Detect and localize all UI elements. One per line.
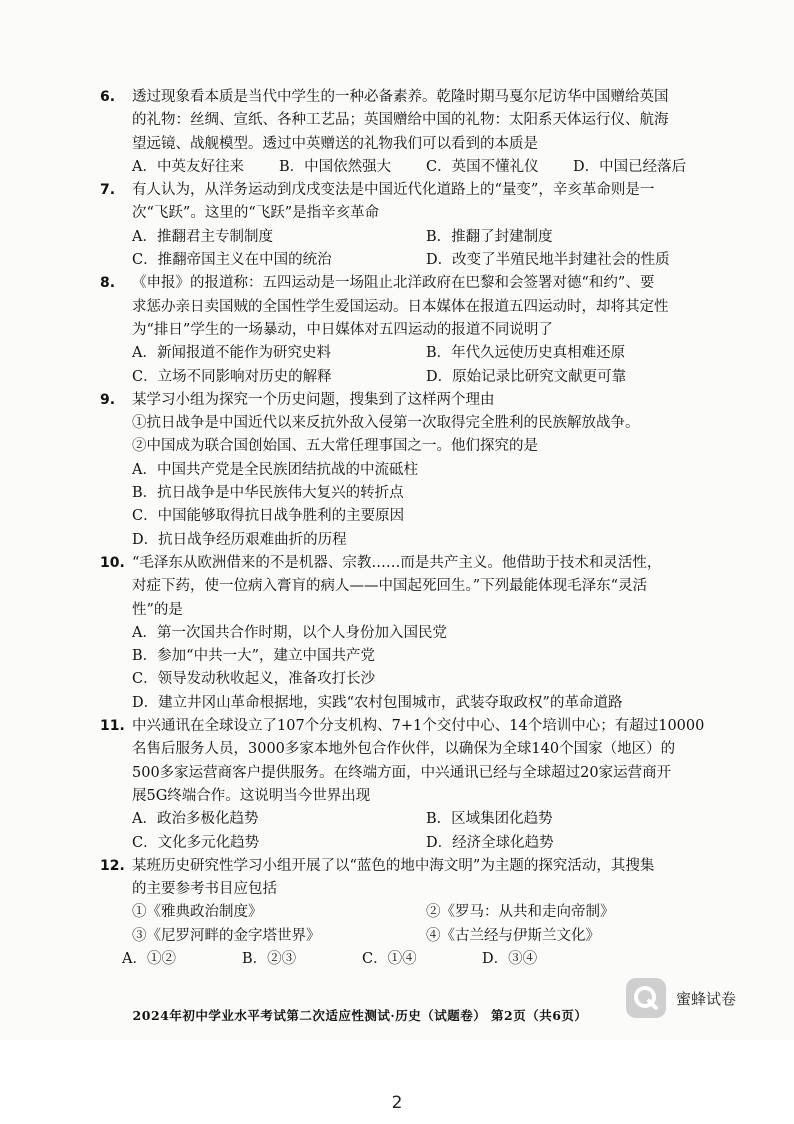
question-12 xyxy=(100,855,720,971)
question-stem-line: 有人认为，从洋务运动到戊戌变法是中国近代化道路上的“量变”，辛亥革命则是一 xyxy=(132,182,655,199)
question-11 xyxy=(100,715,720,855)
question-7 xyxy=(100,179,720,272)
question-stem-line: 中兴通讯在全球设立了107个分支机构、7+1个交付中心、14个培训中心；有超过10000 xyxy=(132,718,705,735)
question-stem-line: 展5G终端合作。这说明当今世界出现 xyxy=(132,787,371,804)
page-footer: 2024年初中学业水平考试第二次适应性测试·历史（试题卷） 第2页（共6页） xyxy=(132,1008,588,1023)
question-list xyxy=(100,86,720,971)
option-c: C．①④ xyxy=(362,950,417,967)
book-item: ①《雅典政治制度》 xyxy=(132,904,263,921)
question-stem-line: 某班历史研究性学习小组开展了以“蓝色的地中海文明”为主题的探究活动，其搜集 xyxy=(132,857,655,874)
option-d: D．中国已经落后 xyxy=(573,158,687,175)
question-number: 11. xyxy=(100,718,125,735)
question-stem-line: 名售后服务人员，3000多家本地外包合作伙伴，以确保为全球140个国家（地区）的 xyxy=(132,741,676,758)
question-number: 7. xyxy=(100,182,116,199)
option-c: C．英国不懂礼仪 xyxy=(426,158,539,175)
option-a: A．中英友好往来 xyxy=(132,158,244,175)
page-number: 2 xyxy=(391,1093,403,1113)
question-stem-line: 《申报》的报道称：五四运动是一场阻止北洋政府在巴黎和会签署对德“和约”、要 xyxy=(132,275,655,292)
option-b: B．中国依然强大 xyxy=(279,158,392,175)
option-c: C．中国能够取得抗日战争胜利的主要原因 xyxy=(132,508,405,525)
question-stem-line: 500多家运营商客户提供服务。在终端方面，中兴通讯已经与全球超过20家运营商开 xyxy=(132,764,672,781)
book-item: ④《古兰经与伊斯兰文化》 xyxy=(426,927,600,944)
question-9 xyxy=(100,389,720,552)
option-d: D．③④ xyxy=(482,950,538,967)
option-b: B．②③ xyxy=(242,950,297,967)
option-d: D．原始记录比研究文献更可靠 xyxy=(426,368,627,385)
option-a: A．新闻报道不能作为研究史料 xyxy=(132,345,331,362)
option-d: D．建立井冈山革命根据地，实践“农村包围城市，武装夺取政权”的革命道路 xyxy=(132,694,623,711)
question-stem-line: 求惩办亲日卖国贼的全国性学生爱国运动。日本媒体在报道五四运动时，却将其定性 xyxy=(132,298,669,315)
book-item: ③《尼罗河畔的金字塔世界》 xyxy=(132,927,321,944)
question-stem-line: 为“排日”学生的一场暴动，中日媒体对五四运动的报道不同说明了 xyxy=(132,321,553,338)
question-number: 8. xyxy=(100,275,116,292)
question-stem-line: 对症下药，使一位病入膏肓的病人——中国起死回生。”下列最能体现毛泽东“灵活 xyxy=(132,578,648,595)
question-stem-line: 的礼物：丝绸、宣纸、各种工艺品；英国赠给中国的礼物：太阳系天体运行仪、航海 xyxy=(132,112,669,129)
question-stem-line: 的主要参考书目应包括 xyxy=(132,881,277,898)
watermark-text: 蜜蜂试卷 xyxy=(676,989,737,1008)
question-6 xyxy=(100,86,720,179)
question-stem-line: 透过现象看本质是当代中学生的一种必备素养。乾隆时期马戛尔尼访华中国赠给英国 xyxy=(132,89,669,105)
option-b: B．年代久远使历史真相难还原 xyxy=(426,345,626,362)
question-number: 12. xyxy=(100,857,125,874)
option-b: B．区域集团化趋势 xyxy=(426,811,553,828)
option-d: D．抗日战争经历艰难曲折的历程 xyxy=(132,531,347,548)
question-stem-line: 望远镜、战舰模型。透过中英赠送的礼物我们可以看到的本质是 xyxy=(132,135,538,152)
option-b: B．推翻了封建制度 xyxy=(426,228,553,245)
option-d: D．改变了半殖民地半封建社会的性质 xyxy=(426,252,670,269)
option-d: D．经济全球化趋势 xyxy=(426,834,554,851)
option-b: B．参加“中共一大”，建立中国共产党 xyxy=(132,648,375,665)
option-c: C．文化多元化趋势 xyxy=(132,834,260,851)
question-stem-line: 性”的是 xyxy=(132,601,183,618)
question-stem-line: 次“飞跃”。这里的“飞跃”是指辛亥革命 xyxy=(132,205,380,222)
option-a: A．中国共产党是全民族团结抗战的中流砥柱 xyxy=(132,461,418,478)
option-a: A．第一次国共合作时期，以个人身份加入国民党 xyxy=(132,624,447,641)
watermark xyxy=(626,978,736,1018)
option-a: A．政治多极化趋势 xyxy=(132,811,259,828)
question-stem-line: 某学习小组为探究一个历史问题，搜集到了这样两个理由 xyxy=(132,391,495,408)
question-number: 6. xyxy=(100,89,116,105)
option-c: C．推翻帝国主义在中国的统治 xyxy=(132,252,332,269)
option-a: A．①② xyxy=(122,950,176,967)
reason-item: ①抗日战争是中国近代以来反抗外敌入侵第一次取得完全胜利的民族解放战争。 xyxy=(132,415,640,432)
question-number: 9. xyxy=(100,391,116,408)
question-10 xyxy=(100,552,720,715)
option-a: A．推翻君主专制制度 xyxy=(132,228,273,245)
option-c: C．立场不同影响对历史的解释 xyxy=(132,368,332,385)
question-number: 10. xyxy=(100,554,125,571)
book-item: ②《罗马：从共和走向帝制》 xyxy=(426,904,615,921)
q-logo-icon xyxy=(626,978,666,1018)
option-b: B．抗日战争是中华民族伟大复兴的转折点 xyxy=(132,485,404,502)
reason-item: ②中国成为联合国创始国、五大常任理事国之一。他们探究的是 xyxy=(132,438,538,455)
question-stem-line: “毛泽东从欧洲借来的不是机器、宗教……而是共产主义。他借助于技术和灵活性， xyxy=(132,554,662,571)
question-8 xyxy=(100,272,720,388)
option-c: C．领导发动秋收起义，准备攻打长沙 xyxy=(132,671,376,688)
